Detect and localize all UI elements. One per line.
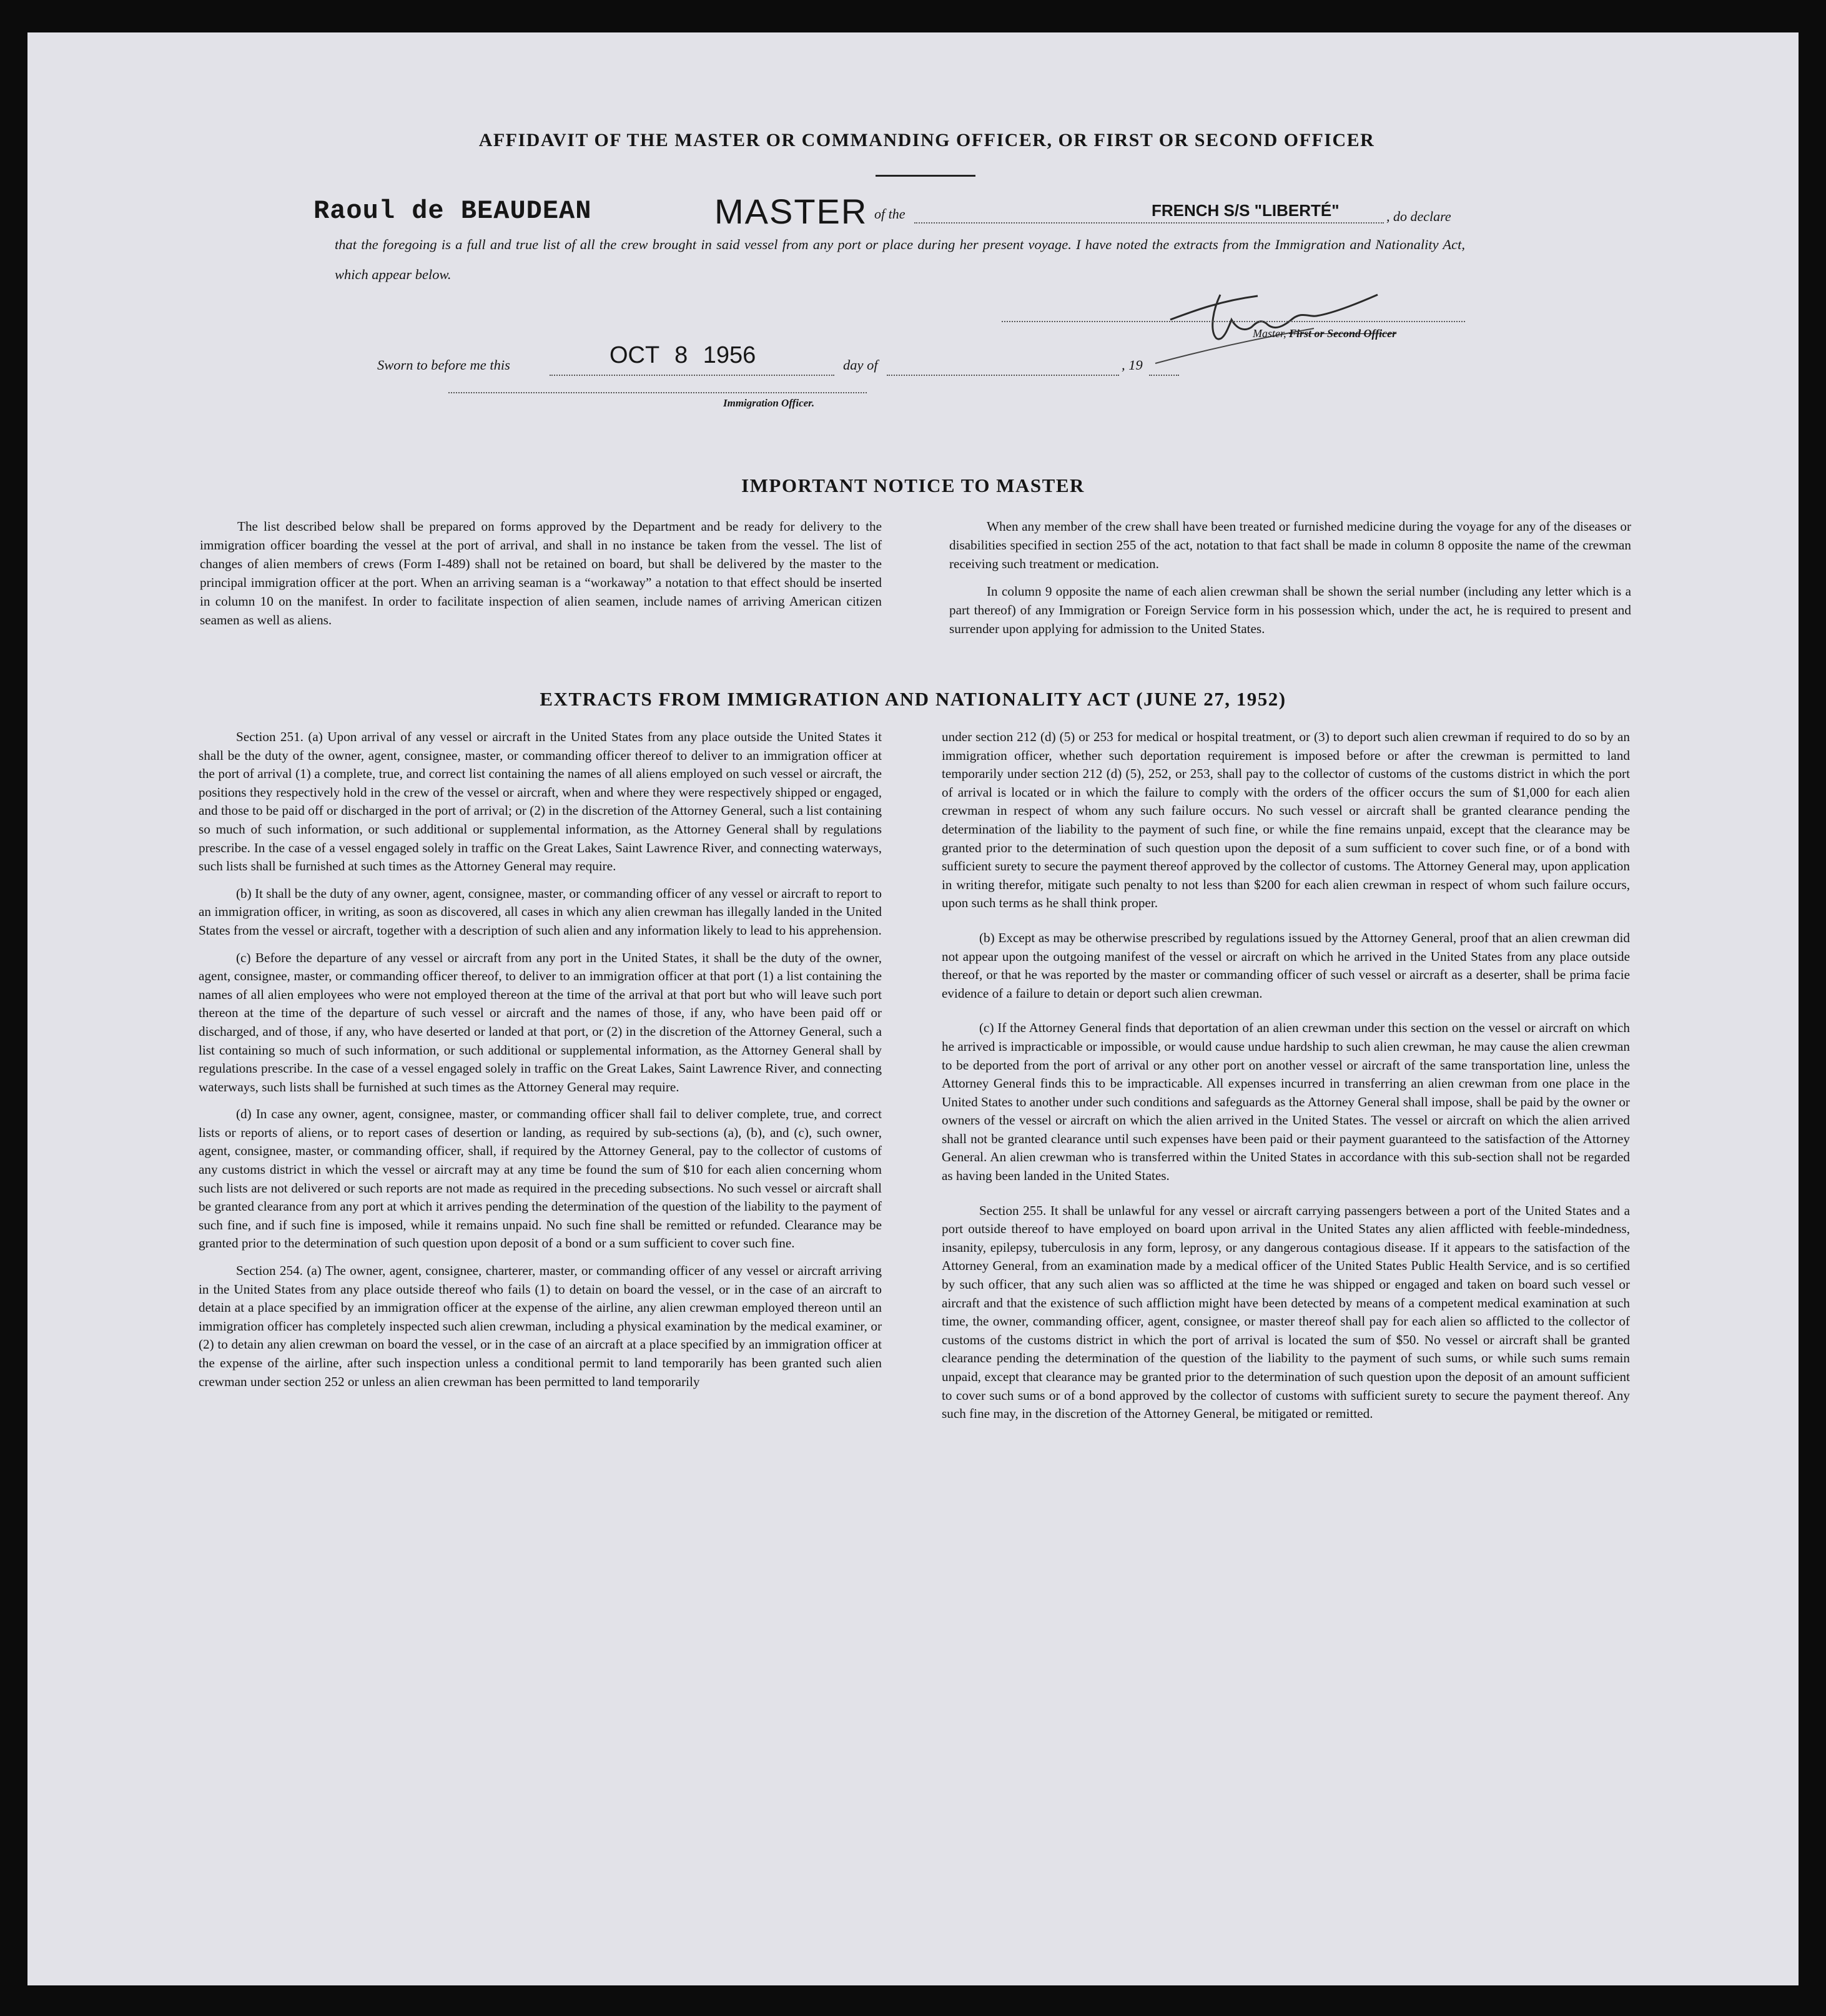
sworn-date: OCT 8 1956: [609, 342, 756, 368]
caption-struck-officer: First or Second Officer: [1289, 327, 1397, 340]
act-paragraph: (d) In case any owner, agent, consignee, master, or commanding officer shall fail to deliver complete, true, and correct lists or reports of aliens, or to report cases of desertion or landing, as required by sub-sections (a), (b), and (c), such owner, agent, consignee, master, or commanding officer, shall, if required by the Attorney General, pay to the collector of customs of any customs district in which the vessel or aircraft may at any time be found the sum of $10 for each alien concerning whom such lists are not delivered or such reports are not made as required in the preceding subsections. No such vessel or aircraft shall be granted clearance from any port at which it arrives pending the determination of the question of the liability to the payment of such fine, and if such fine is imposed, while it remains unpaid. No such fine shall be remitted or refunded. Clearance may be granted prior to the determination of such question upon deposit of a bond or a sum sufficient to cover such fine.: [199, 1106, 882, 1251]
act-paragraph: Section 254. (a) The owner, agent, consignee, charterer, master, or commanding officer of any vessel or aircraft arriving in the United States from any place outside thereof who fails (1) to detain on board the vessel, or in the case of an aircraft to detain at a place specified by an immigration officer at the expense of the airline, any alien crewman employed thereon until an immigration officer has completely inspected such alien crewman, including a physical examination by the medical examiner, or (2) to detain any alien crewman on board the vessel, or in the case of an aircraft at a place specified by an immigration officer at the expense of the airline, after such inspection unless a conditional permit to land temporarily has been granted such alien crewman under section 252 or unless an alien crewman has been permitted to land temporarily: [199, 1263, 882, 1389]
caption-master: Master,: [1253, 327, 1286, 340]
officer-signature-line: [448, 392, 867, 393]
do-declare-label: , do declare: [1386, 209, 1451, 224]
signature-caption: [1253, 327, 1396, 340]
master-signature: [1152, 276, 1389, 370]
sworn-date-line: [550, 375, 834, 376]
act-paragraph-continued: under section 212 (d) (5) or 253 for medical or hospital treatment, or (3) to deport such alien crewman if required to do so by an immigration officer, whether such deportation requirement is imposed before or after the crewman is permitted to land temporarily under section 212 (d) (5), 252, or 253, shall pay to the collector of customs of the customs district in which the port of arrival is located or in which the failure to comply with the orders of the officer occurs the sum of $1,000 for each alien crewman in respect of whom any such failure occurs. No such vessel or aircraft shall be granted clearance pending the determination of the liability to the payment of such fine, or while the fine remains unpaid, except that the clearance may be granted prior to the determination of such question upon the deposit of a sum sufficient to cover such fine, or of a bond with sufficient surety to secure the payment thereof approved by the collector of customs. The Attorney General may, upon application in writing therefor, mitigate such penalty to not less than $200 for each alien crewman in respect of whom such failure occurs, upon such terms as he shall think proper.: [942, 729, 1630, 911]
declaration-text: that the foregoing is a full and true list of all the crew brought in said vessel from any port or place during her present voyage. I have noted the extracts from the Immigration and Nationality Act, which appear below.: [335, 237, 1465, 282]
vessel-name: FRENCH S/S "LIBERTÉ": [1152, 201, 1340, 220]
act-paragraph: (b) Except as may be otherwise prescribed by regulations issued by the Attorney General, proof that an alien crewman did not appear upon the outgoing manifest of the vessel or aircraft on which he arrived in the United States from any place outside thereof, or that he was reported by the master or commanding officer of such vessel or aircraft as a deserter, shall be prima facie evidence of a failure to detain or deport such alien crewman.: [942, 930, 1630, 1001]
affidavit-title: AFFIDAVIT OF THE MASTER OR COMMANDING OFFICER, OR FIRST OR SECOND OFFICER: [478, 130, 1375, 150]
notice-right-column: [949, 517, 1631, 647]
master-rank: MASTER: [714, 192, 868, 231]
notice-paragraph: The list described below shall be prepared on forms approved by the Department and be ready for delivery to the immigration officer boarding the vessel at the port of arrival, and shall in no instance be taken from the vessel. The list of changes of alien members of crews (Form I-489) shall not be retained on board, but shall be delivered by the master to the principal immigration officer at the port. When an arriving seaman is a “workaway” a notation to that effect should be inserted in column 10 on the manifest. In order to facilitate inspection of alien seamen, include names of arriving American citizen seamen as well as aliens.: [200, 519, 882, 627]
day-of-label: day of: [843, 357, 878, 373]
vessel-line: [914, 222, 1384, 224]
act-paragraph: (c) If the Attorney General finds that deportation of an alien crewman under this section on the vessel or aircraft on which he arrived is impracticable or impossible, or would cause undue hardship to such alien crewman, he may cause the alien crewman to be deported from the port of arrival or any other port on another vessel or aircraft of the same transportation line, unless the Attorney General finds this to be impracticable. All expenses incurred in transferring an alien crewman from one place in the United States to another under such conditions and safeguards as the Attorney General shall impose, shall be paid by the owner or owners of the vessel or aircraft on which the alien arrived in the United States. The vessel or aircraft on which the alien arrived shall not be granted clearance until such expenses have been paid or their payment guaranteed to the satisfaction of the Attorney General. An alien crewman who is transferred within the United States in accordance with this sub-section shall not be regarded as having been landed in the United States.: [942, 1020, 1630, 1184]
extracts-left-column: [199, 728, 882, 1400]
notice-title: IMPORTANT NOTICE TO MASTER: [741, 474, 1085, 496]
notice-paragraph: In column 9 opposite the name of each alien crewman shall be shown the serial number (including any letter which is a part thereof) of any Immigration or Foreign Service form in his possession which, under the act, he is required to present and surrender upon applying for admission to the United States.: [949, 584, 1631, 636]
extracts-right-column: [942, 728, 1630, 1432]
act-paragraph: Section 251. (a) Upon arrival of any vessel or aircraft in the United States from any place outside the United States it shall be the duty of the owner, agent, consignee, master, or commanding officer thereof to deliver to an immigration officer at the port of arrival (1) a complete, true, and correct list containing the names of all aliens employed on such vessel or aircraft, the positions they respectively hold in the crew of the vessel or aircraft, when and where they were respectively shipped or engaged, and those to be paid off or discharged in the port of arrival; or (2) in the discretion of the Attorney General, such a list containing so much of such information, or such additional or supplemental information, as the Attorney General shall by regulations prescribe. In the case of a vessel engaged solely in traffic on the Great Lakes, Saint Lawrence River, and connecting waterways, such lists shall be furnished at such times as the Attorney General may require.: [199, 729, 882, 874]
officer-caption: Immigration Officer.: [723, 397, 815, 409]
master-name: Raoul de BEAUDEAN: [313, 196, 592, 226]
month-line: [887, 375, 1119, 376]
year-line: [1149, 375, 1179, 376]
notice-left-column: [200, 517, 882, 638]
affidavit-document: [27, 32, 1799, 1985]
year-label: , 19: [1122, 357, 1143, 373]
notice-paragraph: When any member of the crew shall have been treated or furnished medicine during the voyage for any of the diseases or disabilities specified in section 255 of the act, notation to that fact shall be made in column 8 opposite the name of the crewman receiving such treatment or medication.: [949, 519, 1631, 571]
of-the-label: of the: [874, 206, 906, 222]
act-paragraph: Section 255. It shall be unlawful for any vessel or aircraft carrying passengers between a port of the United States and a port outside thereof to have employed on board upon arrival in the United States any alien afflicted with feeble-mindedness, insanity, epilepsy, tuberculosis in any form, leprosy, or any dangerous contagious disease. If it appears to the satisfaction of the Attorney General, from an examination made by a medical officer of the United States Public Health Service, and is so certified by such officer, that any such alien was so afflicted at the time he was shipped or engaged and taken on board such vessel or aircraft and that the existence of such affliction might have been detected by means of a competent medical examination at such time, the owner, commanding officer, agent, consignee, or master thereof shall pay for each alien so afflicted to the collector of customs of the customs district in which the port of arrival is located the sum of $50. No vessel or aircraft shall be granted clearance pending the determination of the question of the liability to the payment of such sums, or while such sums remain unpaid, except that clearance may be granted prior to the determination of such question upon the deposit of an amount sufficient to cover such sums or of a bond approved by the collector of customs with sufficient surety to secure the payment thereof. Any such fine may, in the discretion of the Attorney General, be mitigated or remitted.: [942, 1202, 1630, 1422]
title-divider: [876, 175, 975, 177]
sworn-label: Sworn to before me this: [377, 357, 510, 373]
extracts-title: EXTRACTS FROM IMMIGRATION AND NATIONALITY ACT (JUNE 27, 1952): [540, 688, 1286, 710]
act-paragraph: (b) It shall be the duty of any owner, agent, consignee, master, or commanding officer of any vessel or aircraft to report to an immigration officer, in writing, as soon as discovered, all cases in which any alien crewman has illegally landed in the United States from the vessel or aircraft, together with a description of such alien and any information likely to lead to his apprehension.: [199, 885, 882, 938]
signature-line: [1002, 321, 1465, 322]
act-paragraph: (c) Before the departure of any vessel or aircraft from any port in the United States, it shall be the duty of the owner, agent, consignee, master, or commanding officer thereof, to deliver to an immigration officer at that port (1) a list containing the names of all alien employees who were not employed thereon at the time of the arrival at that port but who will leave such port thereon at the time of the departure of such vessel or aircraft and the names of those, if any, who have been paid off or discharged, and of those, if any, who have deserted or landed at that port, or (2) in the discretion of the Attorney General, such a list containing so much of such information, or such additional or supplemental information, as the Attorney General shall by regulations prescribe. In the case of a vessel engaged solely in traffic on the Great Lakes, Saint Lawrence River, and connecting waterways, such lists shall be furnished at such times as the Attorney General may require.: [199, 950, 882, 1094]
